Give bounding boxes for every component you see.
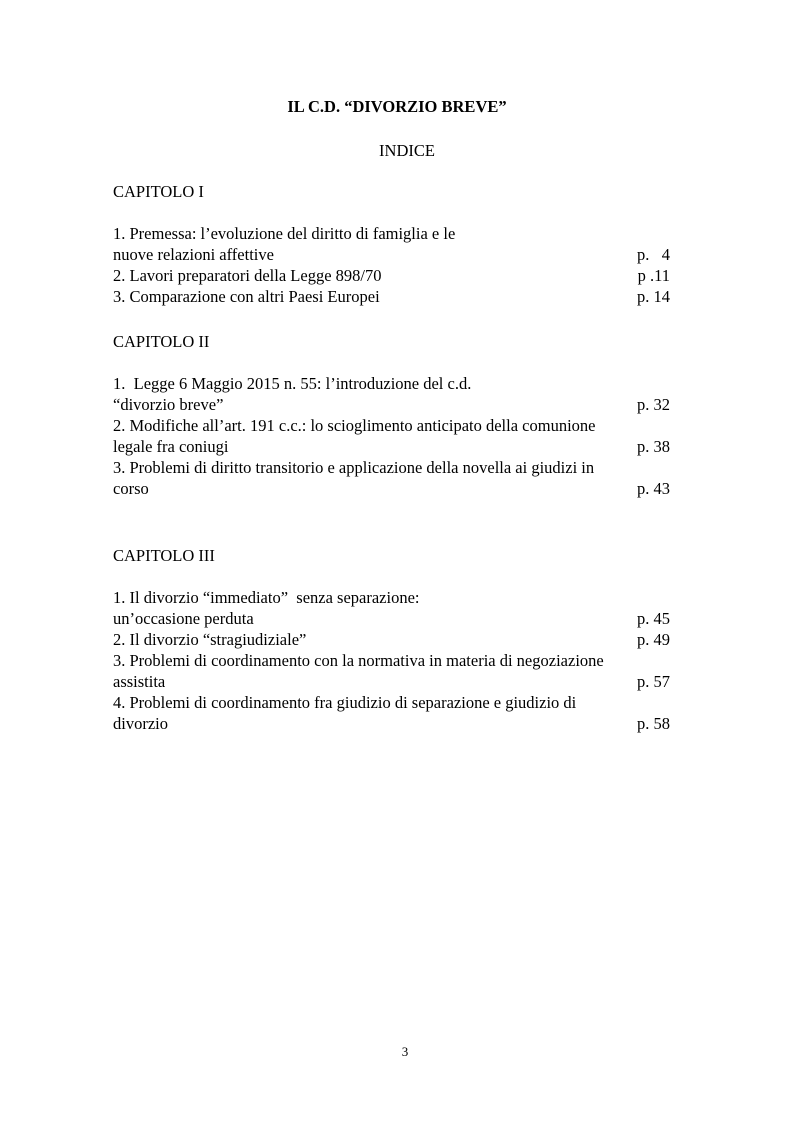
toc-entry-line: 2. Modifiche all’art. 191 c.c.: lo scioglimento anticipato della comunione xyxy=(113,416,596,435)
toc-entry xyxy=(113,265,699,286)
toc-page-ref: p. 49 xyxy=(637,630,670,649)
toc-entry xyxy=(113,415,699,457)
toc-entry-line: 1. Premessa: l’evoluzione del diritto di famiglia e le xyxy=(113,224,456,243)
toc-entry-line: assistita xyxy=(113,672,166,691)
toc-page-ref: p. 45 xyxy=(637,609,670,628)
toc-entry-line: “divorzio breve” xyxy=(113,395,224,414)
toc-entry-line: 3. Comparazione con altri Paesi Europei xyxy=(113,287,380,306)
toc-entry-line: 1. Il divorzio “immediato” senza separazione: xyxy=(113,588,420,607)
toc-entry xyxy=(113,692,699,734)
toc-entry-line: 2. Il divorzio “stragiudiziale” xyxy=(113,630,307,649)
toc-page-ref: p. 38 xyxy=(637,437,670,456)
toc-entry xyxy=(113,457,699,499)
chapter-heading: CAPITOLO I xyxy=(113,182,204,201)
toc-entry-line: 3. Problemi di coordinamento con la normativa in materia di negoziazione xyxy=(113,651,604,670)
toc-entry xyxy=(113,286,699,307)
chapter-2 xyxy=(113,331,699,499)
toc-entry-line: un’occasione perduta xyxy=(113,609,254,628)
toc-entry xyxy=(113,223,699,265)
toc-entry-line: 3. Problemi di diritto transitorio e applicazione della novella ai giudizi in xyxy=(113,458,595,477)
page-number: 3 xyxy=(401,1044,409,1059)
toc-page-ref: p. 57 xyxy=(637,672,670,691)
index-heading: INDICE xyxy=(379,141,435,160)
toc-page-ref: p. 58 xyxy=(637,714,670,733)
toc-page-ref: p. 14 xyxy=(637,287,670,306)
toc-entry-line: corso xyxy=(113,479,149,498)
toc-page-ref: p. 4 xyxy=(637,245,670,264)
toc-entry xyxy=(113,650,699,692)
toc-entry-line: legale fra coniugi xyxy=(113,437,229,456)
document-title: IL C.D. “DIVORZIO BREVE” xyxy=(287,97,507,116)
chapter-heading: CAPITOLO II xyxy=(113,332,210,351)
toc-entry-line: 4. Problemi di coordinamento fra giudizio di separazione e giudizio di xyxy=(113,693,577,712)
toc-entry-line: divorzio xyxy=(113,714,168,733)
toc-page-ref: p. 43 xyxy=(637,479,670,498)
chapter-heading: CAPITOLO III xyxy=(113,546,215,565)
toc-page-ref: p. 32 xyxy=(637,395,670,414)
chapter-1 xyxy=(113,181,699,307)
toc-entry-line: 2. Lavori preparatori della Legge 898/70 xyxy=(113,266,382,285)
toc-entry xyxy=(113,373,699,415)
toc-entry-line: 1. Legge 6 Maggio 2015 n. 55: l’introduzione del c.d. xyxy=(113,374,472,393)
chapter-3 xyxy=(113,545,699,734)
toc-entry xyxy=(113,587,699,629)
toc-page-ref: p .11 xyxy=(637,266,670,285)
toc-entry xyxy=(113,629,699,650)
toc-entry-line: nuove relazioni affettive xyxy=(113,245,274,264)
